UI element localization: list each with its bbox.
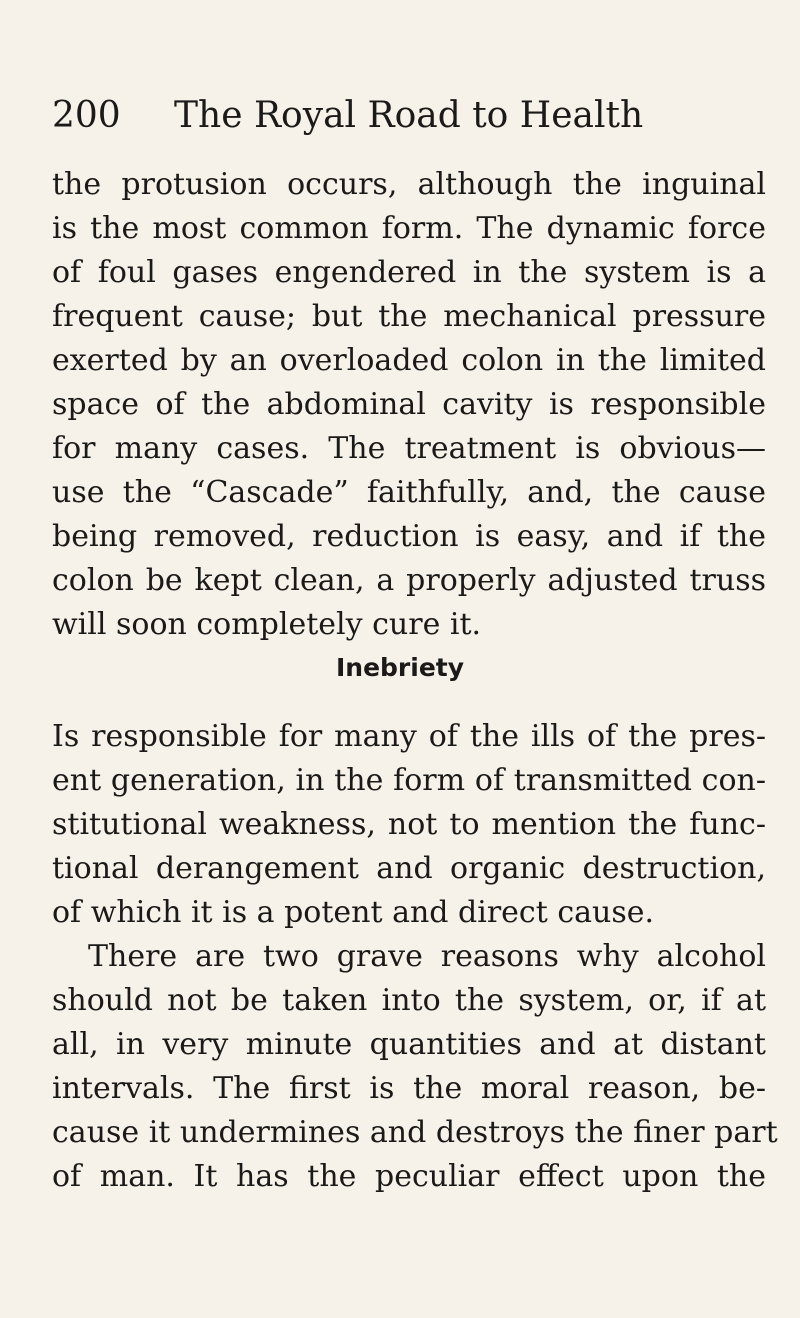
text-line: for many cases. The treatment is obvious—: [52, 431, 766, 466]
text-line: frequent cause; but the mechanical pressure: [52, 299, 766, 334]
text-line: tional derangement and organic destruction,: [52, 851, 766, 886]
text-line: space of the abdominal cavity is responsible: [52, 387, 766, 422]
text-line: all, in very minute quantities and at distant: [52, 1027, 766, 1062]
text-line: stitutional weakness, not to mention the func-: [52, 807, 766, 842]
text-line: Is responsible for many of the ills of the pres-: [52, 719, 766, 754]
text-line: ent generation, in the form of transmitted con-: [52, 763, 766, 798]
text-line: of which it is a potent and direct cause.: [52, 895, 655, 930]
text-line: exerted by an overloaded colon in the limited: [52, 343, 766, 378]
running-head: [52, 88, 772, 144]
text-line: of foul gases engendered in the system is a: [52, 255, 766, 290]
text-line: colon be kept clean, a properly adjusted truss: [52, 563, 766, 598]
text-line: is the most common form. The dynamic force: [52, 211, 766, 246]
text-line: of man. It has the peculiar effect upon the: [52, 1159, 766, 1194]
page-number: 200: [52, 95, 121, 136]
text-line: being removed, reduction is easy, and if the: [52, 519, 766, 554]
text-line: the protusion occurs, although the inguinal: [52, 167, 766, 202]
section-heading: Inebriety: [335, 653, 465, 682]
text-line: There are two grave reasons why alcohol: [88, 939, 766, 974]
text-line: use the “Cascade” faithfully, and, the cause: [52, 475, 766, 510]
book-title: The Royal Road to Health: [174, 95, 644, 136]
text-line: should not be taken into the system, or, if at: [52, 983, 766, 1018]
text-line: will soon completely cure it.: [52, 607, 482, 642]
text-line: cause it undermines and destroys the finer part: [52, 1115, 778, 1150]
text-line: intervals. The first is the moral reason, be-: [52, 1071, 766, 1106]
